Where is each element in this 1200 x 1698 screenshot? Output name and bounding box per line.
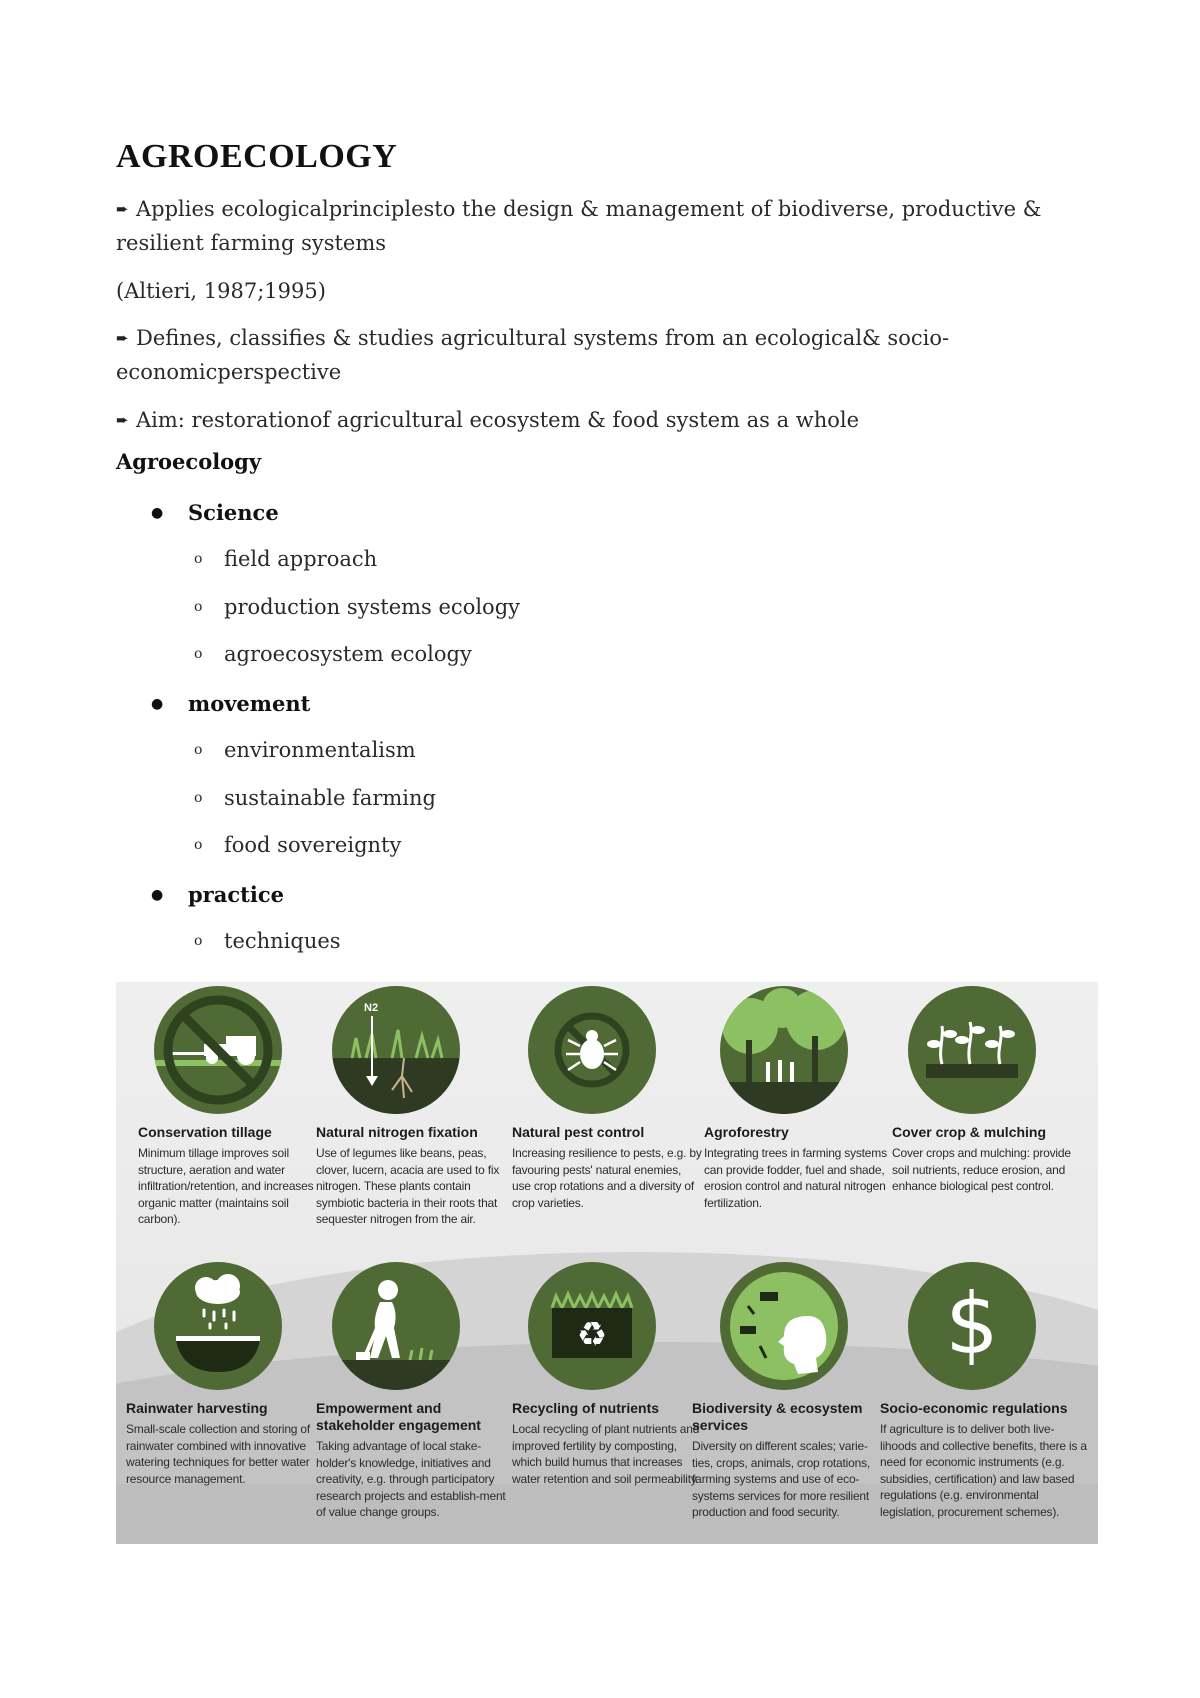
outline-subitem [194,929,341,953]
nitrogen-roots-icon [332,986,460,1114]
agroecology-infographic [116,982,1098,1544]
outline-subitem [194,547,377,571]
circle-bullet-icon: o [194,933,203,949]
outline-subitem [194,786,436,810]
outline-subitem [194,642,472,666]
page-title: AGROECOLOGY [116,138,398,175]
subitem-label: agroecosystem ecology [224,642,472,666]
subitem-label: techniques [224,929,341,953]
subitem-label: production systems ecology [224,595,520,619]
bullet-icon: ● [151,887,164,903]
bullet-icon: ● [151,505,164,521]
paragraph-1 [116,192,1076,260]
tile-title: Agroforestry [704,1124,789,1140]
tile-empowerment [316,1262,506,1521]
tile-rainwater-harvesting [126,1262,316,1487]
dollar-icon [908,1262,1036,1390]
outline-subitem [194,738,416,762]
tile-title: Conservation tillage [138,1124,272,1140]
tile-cover-crop [892,986,1082,1195]
cover-crop-icon [908,986,1036,1114]
tile-conservation-tillage [138,986,328,1228]
paragraph-3 [116,403,1076,437]
tile-title: Biodiversity & ecosystem services [692,1400,863,1433]
outline-item-practice [151,882,284,907]
citation-text: (Altieri, 1987;1995) [116,279,326,303]
subitem-label: field approach [224,547,378,571]
paragraph-2 [116,321,1076,389]
tile-description: Diversity on different scales; varie-ties, crops, animals, crop rotations, farming systems and use of eco-systems services for more resilient production and food security. [692,1439,871,1519]
paragraph-text: Aim: restorationof agricultural ecosystem & food system as a whole [136,408,860,432]
tile-title: Recycling of nutrients [512,1400,660,1416]
tile-title: Empowerment and stakeholder engagement [316,1400,481,1433]
no-tractor-icon [154,986,282,1114]
tile-nitrogen-fixation [316,986,506,1228]
tile-title: Natural pest control [512,1124,645,1140]
subitem-label: food sovereignty [224,833,402,857]
tile-title: Rainwater harvesting [126,1400,268,1416]
subitem-label: environmentalism [224,738,416,762]
bullet-icon: ● [151,696,164,712]
biodiversity-head-icon [720,1262,848,1390]
tile-title: Cover crop & mulching [892,1124,1047,1140]
circle-bullet-icon: o [194,599,203,615]
svg-text:♻: ♻ [576,1315,608,1355]
circle-bullet-icon: o [194,790,203,806]
section-subheading: Agroecology [116,449,262,474]
tile-biodiversity [692,1262,882,1521]
subitem-label: sustainable farming [224,786,436,810]
rain-bowl-icon [154,1262,282,1390]
nitrogen-label: N2 [364,1002,379,1014]
no-bug-icon [528,986,656,1114]
tile-title: Socio-economic regulations [880,1400,1068,1416]
recycle-soil-icon [528,1262,656,1390]
circle-bullet-icon: o [194,646,203,662]
dollar-sign: $ [945,1275,999,1373]
arrow-bullet-icon: ➨ [116,411,129,429]
arrow-bullet-icon: ➨ [116,200,129,218]
outline-label: Science [188,500,279,525]
tile-pest-control [512,986,702,1211]
tile-description: Cover crops and mulching: provide soil nutrients, reduce erosion, and enhance biological pest control. [892,1146,1071,1193]
tile-title: Natural nitrogen fixation [316,1124,478,1140]
outline-item-movement [151,691,310,716]
paragraph-text: Defines, classifies & studies agricultural systems from an ecological& socio-economicperspective [116,326,950,384]
outline-label: practice [188,882,284,907]
tile-description: Use of legumes like beans, peas, clover, lucern, acacia are used to fix nitrogen. These plants contain symbiotic bacteria in their roots that sequester nitrogen from the air. [316,1146,500,1226]
paragraph-text: Applies ecologicalprinciplesto the design & management of biodiverse, productive & resilient farming systems [116,197,1042,255]
outline-subitem [194,595,520,619]
circle-bullet-icon: o [194,742,203,758]
tile-description: Increasing resilience to pests, e.g. by favouring pests' natural enemies, use crop rotations and a diversity of crop varieties. [512,1146,702,1210]
tile-description: Local recycling of plant nutrients and improved fertility by composting, which build humus that increases water retention and soil permeability. [512,1422,700,1486]
tile-recycling [512,1262,702,1487]
tile-description: If agriculture is to deliver both live-lihoods and collective benefits, there is a need for economic instruments (e.g. subsidies, certification) and law based regulations (e.g. environmental legislation, procurement schemes). [880,1422,1087,1519]
tile-description: Minimum tillage improves soil structure, aeration and water infiltration/retention, and increases organic matter (maintains soil carbon). [138,1146,314,1226]
trees-crops-icon [720,986,848,1114]
tile-description: Taking advantage of local stake-holder's knowledge, initiatives and creativity, e.g. through participatory research projects and establish-ment of value change groups. [316,1439,506,1519]
farmer-digging-icon [332,1262,460,1390]
tile-agroforestry [704,986,894,1211]
outline-item-science [151,500,279,525]
arrow-bullet-icon: ➨ [116,329,129,347]
tile-description: Integrating trees in farming systems can provide fodder, fuel and shade, erosion control and natural nitrogen fertilization. [704,1146,887,1210]
paragraph-citation [116,274,1076,308]
outline-subitem [194,833,401,857]
tile-description: Small-scale collection and storing of rainwater combined with innovative watering techniques for better water resource management. [126,1422,311,1486]
circle-bullet-icon: o [194,551,203,567]
outline-label: movement [188,691,311,716]
circle-bullet-icon: o [194,837,203,853]
tile-socio-economic [880,1262,1087,1520]
